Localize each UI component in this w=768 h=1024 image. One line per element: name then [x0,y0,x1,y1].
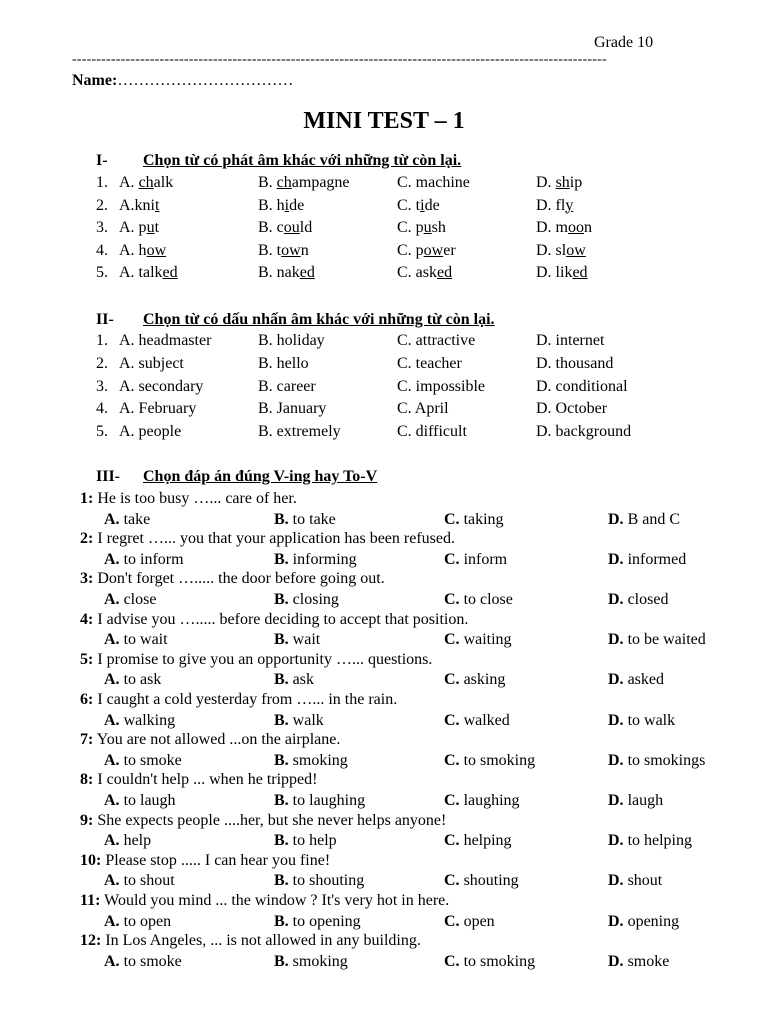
option-a: A. secondary [119,377,204,395]
answer-letter: C. [444,751,460,769]
answer-letter: A. [104,671,120,689]
underlined-sound: t [155,196,160,214]
page-title: MINI TEST – 1 [303,108,465,134]
option-a: A. talked [119,264,178,281]
grade-label: Grade 10 [594,34,654,51]
answer-a: A. to smoke [104,751,182,769]
option-b: B. hello [258,354,309,372]
answer-d: D. to helping [608,832,692,850]
row-number: 1. [96,332,108,349]
answer-letter: A. [104,510,120,528]
underlined-sound: ow [281,241,301,259]
option-d: D. conditional [536,377,628,395]
question-stem: 2: I regret …... you that your application has been refused. [80,530,455,548]
answer-letter: A. [104,791,120,809]
answer-a: A. walking [104,711,176,729]
answer-letter: C. [444,952,460,970]
answer-c: C. helping [444,832,512,850]
section-2-title: Chọn từ có dấu nhấn âm khác với những từ còn lại. [143,311,495,328]
answer-letter: B. [274,631,289,649]
answer-options [0,591,768,611]
section-1-heading [96,152,462,170]
answer-letter: D. [608,671,624,689]
answer-letter: B. [274,671,289,689]
row-number: 5. [96,264,108,281]
answer-b: B. to opening [274,912,361,930]
answer-options [0,913,768,933]
answer-letter: C. [444,510,460,528]
answer-letter: B. [274,832,289,850]
answer-c: C. taking [444,510,504,528]
question-stem: 3: Don't forget …..... the door before going out. [80,570,385,588]
answer-b: B. informing [274,550,357,568]
answer-letter: B. [274,912,289,930]
option-b: B. holiday [258,332,325,349]
option-c: C. attractive [397,332,476,349]
row-number: 5. [96,423,108,441]
section-2-heading [96,311,495,329]
option-a: A. February [119,400,197,418]
option-c: C. power [397,241,456,259]
answer-letter: A. [104,832,120,850]
answer-c: C. laughing [444,791,520,809]
answer-letter: D. [608,510,624,528]
answer-b: B. smoking [274,952,348,970]
question-stem: 11: Would you mind ... the window ? It's very hot in here. [80,892,450,909]
answer-b: B. smoking [274,751,348,769]
option-c: C. April [397,400,449,418]
underlined-sound: ow [566,241,586,259]
answer-letter: D. [608,711,624,729]
answer-letter: B. [274,952,289,970]
option-a: A. subject [119,354,184,372]
option-b: B. extremely [258,423,341,441]
underlined-sound: oo [568,219,584,236]
answer-options [0,551,768,571]
answer-letter: A. [104,952,120,970]
answer-c: C. shouting [444,872,519,890]
answer-letter: D. [608,550,624,568]
option-c: C. impossible [397,377,486,395]
answer-letter: D. [608,832,624,850]
answer-letter: A. [104,550,120,568]
answer-options [0,671,768,691]
option-b: B. hide [258,196,305,214]
underlined-sound: ed [299,264,315,281]
answer-d: D. opening [608,912,680,930]
option-a: A. people [119,423,182,441]
option-a: A. put [119,219,160,236]
question-number: 6: [80,691,94,708]
answer-b: B. wait [274,631,321,649]
answer-a: A. to shout [104,872,175,890]
option-d: D. internet [536,332,605,349]
answer-letter: B. [274,751,289,769]
answer-b: B. to laughing [274,791,366,809]
underlined-sound: ed [162,264,178,281]
answer-d: D. asked [608,671,664,689]
answer-a: A. to wait [104,631,168,649]
question-stem: 6: I caught a cold yesterday from …... in the rain. [80,691,398,708]
answer-d: D. smoke [608,952,670,970]
option-b: B. champagne [258,174,350,191]
answer-a: A. to smoke [104,952,182,970]
row-number: 2. [96,354,108,372]
answer-letter: D. [608,631,624,649]
answer-c: C. waiting [444,631,512,649]
option-a: A. how [119,241,167,259]
option-c: C. asked [397,264,453,281]
underlined-sound: ch [138,174,154,191]
option-c: C. teacher [397,354,462,372]
row-number: 2. [96,196,108,214]
answer-a: A. close [104,590,157,608]
answer-letter: B. [274,590,289,608]
option-c: C. machine [397,174,470,191]
underlined-sound: u [423,219,432,236]
answer-d: D. laugh [608,791,664,809]
answer-letter: B. [274,510,289,528]
answer-letter: C. [444,590,460,608]
option-c: C. push [397,219,446,236]
answer-options [0,712,768,732]
question-stem: 12: In Los Angeles, ... is not allowed in any building. [80,932,421,950]
question-number: 4: [80,610,94,628]
answer-letter: A. [104,912,120,930]
option-b: B. career [258,377,316,395]
question-number: 2: [80,530,94,548]
answer-a: A. take [104,510,151,528]
answer-options [0,832,768,852]
section-1-number: I- [96,152,108,169]
option-d: D. slow [536,241,586,259]
question-number: 9: [80,811,94,829]
answer-a: A. help [104,832,152,850]
option-d: D. background [536,423,632,441]
underlined-sound: u [146,219,155,236]
section-3-heading [96,468,378,486]
option-a: A. headmaster [119,332,212,349]
answer-b: B. walk [274,711,324,729]
answer-letter: A. [104,751,120,769]
option-b: B. naked [258,264,315,281]
answer-letter: B. [274,550,289,568]
answer-letter: C. [444,671,460,689]
underlined-sound: i [420,196,425,214]
option-d: D. ship [536,174,583,191]
answer-options [0,511,768,531]
answer-d: D. to be waited [608,631,706,649]
underlined-sound: ed [437,264,453,281]
answer-b: B. closing [274,590,339,608]
answer-b: B. to help [274,832,337,850]
row-number: 1. [96,174,108,191]
answer-a: A. to open [104,912,172,930]
question-stem: 1: He is too busy …... care of her. [80,490,297,507]
option-b: B. town [258,241,309,259]
answer-letter: B. [274,872,289,890]
answer-letter: C. [444,711,460,729]
question-number: 5: [80,650,94,668]
answer-options [0,752,768,772]
question-stem: 5: I promise to give you an opportunity …... questions. [80,650,433,668]
underlined-sound: sh [555,174,570,191]
answer-c: C. to smoking [444,952,536,970]
separator-line: -------------------------------------------------------------------------------------------------------------- [72,52,607,67]
underlined-sound: ow [146,241,167,259]
underlined-sound: i [284,196,290,214]
question-number: 11: [80,892,101,909]
answer-letter: A. [104,711,120,729]
option-c: C. difficult [397,423,467,441]
question-stem: 8: I couldn't help ... when he tripped! [80,771,318,789]
answer-a: A. to laugh [104,791,176,809]
answer-b: B. ask [274,671,314,689]
question-number: 8: [80,771,94,789]
underlined-sound: ow [423,241,444,259]
answer-letter: C. [444,791,460,809]
answer-d: D. shout [608,872,663,890]
answer-letter: D. [608,952,624,970]
question-stem: 4: I advise you …..... before deciding to accept that position. [80,610,469,628]
name-field [72,72,293,90]
answer-letter: D. [608,872,624,890]
option-d: D. thousand [536,354,614,372]
underlined-sound: ed [572,264,588,281]
answer-b: B. to shouting [274,872,365,890]
answer-letter: C. [444,631,460,649]
answer-letter: D. [608,751,624,769]
answer-c: C. to close [444,590,513,608]
answer-a: A. to inform [104,550,184,568]
answer-letter: B. [274,791,289,809]
answer-letter: C. [444,550,460,568]
answer-c: C. asking [444,671,506,689]
answer-d: D. closed [608,590,669,608]
section-3-title: Chọn đáp án đúng V-ing hay To-V [143,468,378,485]
question-stem: 10: Please stop ..... I can hear you fine! [80,851,331,869]
answer-letter: A. [104,631,120,649]
underlined-sound: ch [276,174,292,191]
option-d: D. moon [536,219,592,236]
row-number: 3. [96,377,108,395]
answer-c: C. open [444,912,495,930]
question-stem: 9: She expects people ....her, but she never helps anyone! [80,811,447,829]
answer-d: D. to smokings [608,751,706,769]
option-d: D. October [536,400,608,418]
question-stem: 7: You are not allowed ...on the airplane. [80,731,341,749]
name-label: Name: [72,72,118,89]
answer-options [0,792,768,812]
answer-options [0,631,768,651]
underlined-sound: y [565,196,574,214]
question-number: 3: [80,570,94,588]
section-2-number: II- [96,311,114,328]
answer-b: B. to take [274,510,336,528]
answer-c: C. inform [444,550,508,568]
row-number: 4. [96,241,108,259]
answer-letter: B. [274,711,289,729]
answer-d: D. B and C [608,510,681,528]
underlined-sound: ou [283,219,300,236]
answer-d: D. informed [608,550,687,568]
question-number: 1: [80,490,94,507]
answer-letter: D. [608,590,624,608]
answer-options [0,953,768,973]
option-b: B. January [258,400,327,418]
option-b: B. could [258,219,313,236]
option-d: D. fly [536,196,574,214]
option-a: A.knit [119,196,160,214]
row-number: 4. [96,400,108,418]
name-dots: …………………………… [117,72,294,89]
answer-letter: C. [444,912,460,930]
answer-c: C. to smoking [444,751,536,769]
section-3-number: III- [96,468,121,485]
row-number: 3. [96,219,108,236]
answer-letter: D. [608,791,624,809]
answer-letter: A. [104,590,120,608]
answer-letter: A. [104,872,120,890]
answer-letter: D. [608,912,624,930]
answer-letter: C. [444,872,460,890]
question-number: 10: [80,851,102,869]
answer-d: D. to walk [608,711,676,729]
option-c: C. tide [397,196,440,214]
answer-options [0,872,768,892]
question-number: 12: [80,932,102,950]
question-number: 7: [80,731,94,749]
section-1-title: Chọn từ có phát âm khác với những từ còn lại. [143,152,462,169]
answer-letter: C. [444,832,460,850]
option-a: A. chalk [119,174,174,191]
answer-a: A. to ask [104,671,162,689]
option-d: D. liked [536,264,588,281]
answer-c: C. walked [444,711,510,729]
